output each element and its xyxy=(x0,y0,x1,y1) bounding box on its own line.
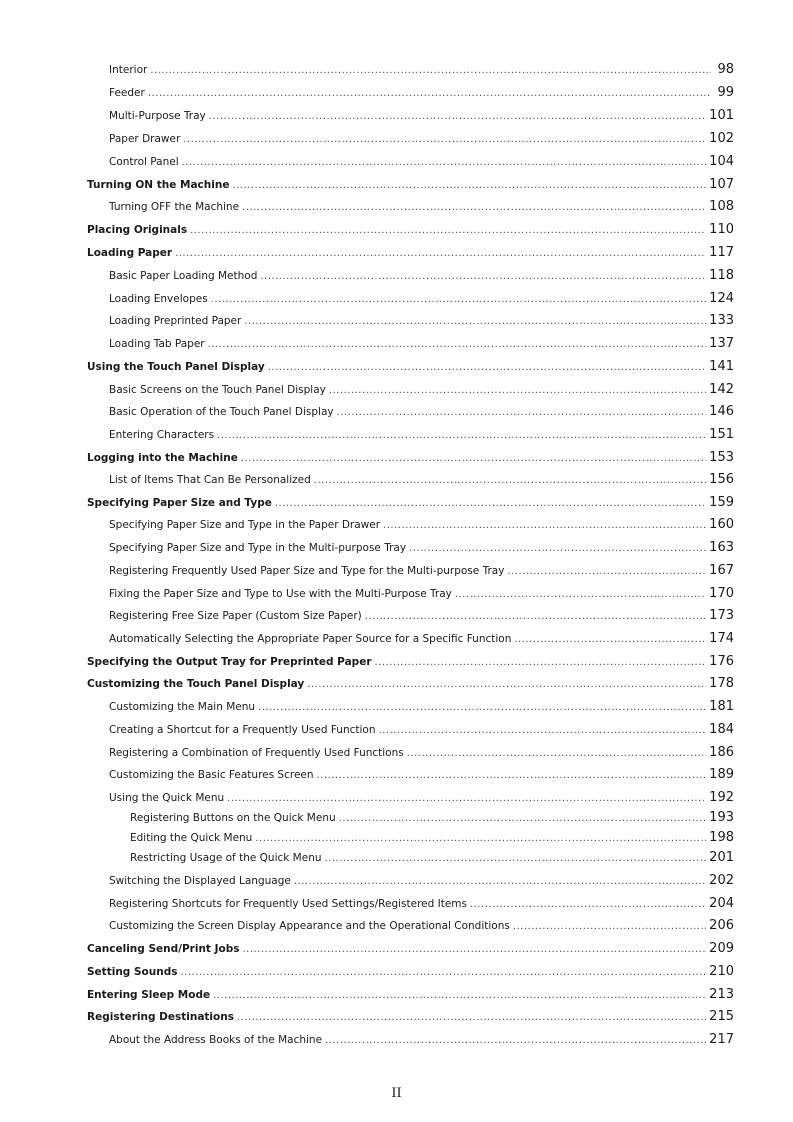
toc-entry[interactable] xyxy=(109,699,734,719)
toc-entry-title: Control Panel xyxy=(109,156,179,168)
toc-entry[interactable] xyxy=(109,745,734,765)
toc-entry-page-number: 213 xyxy=(709,987,734,1002)
toc-entry-title: List of Items That Can Be Personalized xyxy=(109,474,311,486)
toc-entry-title: Loading Tab Paper xyxy=(109,338,205,350)
toc-entry-page-number: 117 xyxy=(709,245,734,260)
toc-entry-page-number: 186 xyxy=(709,745,734,760)
toc-entry-page-number: 160 xyxy=(709,517,734,532)
toc-entry[interactable] xyxy=(109,540,734,560)
dot-leader xyxy=(208,339,707,350)
toc-entry-title: Loading Envelopes xyxy=(109,293,208,305)
dot-leader xyxy=(260,271,706,282)
dot-leader xyxy=(255,833,706,844)
dot-leader xyxy=(183,134,706,145)
toc-entry-title: Switching the Displayed Language xyxy=(109,875,291,887)
toc-entry-page-number: 202 xyxy=(709,873,734,888)
toc-entry-page-number: 142 xyxy=(709,382,734,397)
toc-entry-page-number: 193 xyxy=(709,810,734,825)
toc-entry-page-number: 146 xyxy=(709,404,734,419)
toc-entry-page-number: 167 xyxy=(709,563,734,578)
toc-entry-title: About the Address Books of the Machine xyxy=(109,1034,323,1046)
toc-entry-page-number: 198 xyxy=(709,830,734,845)
dot-leader xyxy=(180,967,706,978)
toc-entry-title: Paper Drawer xyxy=(109,133,181,145)
toc-entry-page-number: 206 xyxy=(709,918,734,933)
toc-entry[interactable] xyxy=(109,85,734,105)
toc-entry-page-number: 174 xyxy=(709,631,734,646)
toc-entry[interactable] xyxy=(109,199,734,219)
toc-entry[interactable] xyxy=(109,918,734,938)
toc-entry-title: Entering Characters xyxy=(109,429,215,441)
toc-entry-title: Feeder xyxy=(109,87,145,99)
toc-entry-title: Basic Paper Loading Method xyxy=(109,270,258,282)
toc-entry-title: Specifying Paper Size and Type xyxy=(87,497,272,509)
toc-entry-title: Specifying Paper Size and Type in the Paper Drawer xyxy=(109,519,381,531)
toc-entry-page-number: 101 xyxy=(709,108,734,123)
toc-entry-title: Registering Free Size Paper (Custom Size Paper) xyxy=(109,610,362,622)
dot-leader xyxy=(307,679,706,690)
toc-entry-title: Customizing the Screen Display Appearance and the Operational Conditions xyxy=(109,920,510,932)
toc-entry[interactable] xyxy=(87,177,734,197)
toc-entry-page-number: 99 xyxy=(717,85,734,100)
toc-entry[interactable] xyxy=(87,1009,734,1029)
toc-entry-title: Editing the Quick Menu xyxy=(130,832,253,844)
toc-entry-title: Using the Touch Panel Display xyxy=(87,361,265,373)
dot-leader xyxy=(314,475,706,486)
toc-entry[interactable] xyxy=(109,873,734,893)
toc-entry[interactable] xyxy=(109,608,734,628)
toc-entry-page-number: 137 xyxy=(709,336,734,351)
toc-entry[interactable] xyxy=(109,268,734,288)
toc-entry-title: Fixing the Paper Size and Type to Use with the Multi-Purpose Tray xyxy=(109,588,452,600)
toc-entry-title: Multi-Purpose Tray xyxy=(109,110,206,122)
dot-leader xyxy=(455,589,706,600)
toc-entry[interactable] xyxy=(109,62,734,82)
dot-leader xyxy=(514,634,706,645)
toc-entry-title: Turning OFF the Machine xyxy=(109,201,240,213)
toc-entry[interactable] xyxy=(109,108,734,128)
toc-entry[interactable] xyxy=(109,517,734,537)
toc-entry[interactable] xyxy=(87,450,734,470)
toc-entry[interactable] xyxy=(109,382,734,402)
toc-entry-page-number: 178 xyxy=(709,676,734,691)
toc-entry[interactable] xyxy=(109,472,734,492)
toc-entry-page-number: 201 xyxy=(709,850,734,865)
dot-leader xyxy=(175,248,706,259)
toc-entry[interactable] xyxy=(109,291,734,311)
toc-entry-title: Specifying Paper Size and Type in the Multi-purpose Tray xyxy=(109,542,407,554)
toc-entry-title: Specifying the Output Tray for Preprinted Paper xyxy=(87,656,372,668)
toc-entry-page-number: 204 xyxy=(709,896,734,911)
toc-entry-title: Registering a Combination of Frequently Used Functions xyxy=(109,747,404,759)
toc-entry-page-number: 133 xyxy=(709,313,734,328)
dot-leader xyxy=(217,430,706,441)
toc-entry-page-number: 176 xyxy=(709,654,734,669)
dot-leader xyxy=(337,407,707,418)
dot-leader xyxy=(409,543,706,554)
toc-entry[interactable] xyxy=(87,676,734,696)
toc-entry-title: Loading Paper xyxy=(87,247,173,259)
dot-leader xyxy=(213,990,706,1001)
toc-entry-page-number: 215 xyxy=(709,1009,734,1024)
dot-leader xyxy=(470,899,706,910)
toc-entry[interactable] xyxy=(87,964,734,984)
toc-entry-page-number: 108 xyxy=(709,199,734,214)
dot-leader xyxy=(513,921,706,932)
page-number: II xyxy=(391,1086,402,1101)
dot-leader xyxy=(375,657,707,668)
toc-entry-title: Registering Buttons on the Quick Menu xyxy=(130,812,336,824)
dot-leader xyxy=(148,88,711,99)
toc-entry-page-number: 189 xyxy=(709,767,734,782)
toc-entry[interactable] xyxy=(109,563,734,583)
toc-entry-page-number: 110 xyxy=(709,222,734,237)
toc-entry-page-number: 210 xyxy=(709,964,734,979)
dot-leader xyxy=(258,702,706,713)
toc-entry-page-number: 107 xyxy=(709,177,734,192)
toc-entry-page-number: 170 xyxy=(709,586,734,601)
toc-entry[interactable] xyxy=(109,767,734,787)
toc-entry[interactable] xyxy=(130,830,734,850)
toc-entry[interactable] xyxy=(109,154,734,174)
toc-entry[interactable] xyxy=(87,654,734,674)
toc-entry-title: Customizing the Touch Panel Display xyxy=(87,678,305,690)
dot-leader xyxy=(211,294,707,305)
toc-entry-title: Canceling Send/Print Jobs xyxy=(87,943,240,955)
toc-entry-page-number: 151 xyxy=(709,427,734,442)
toc-entry-page-number: 98 xyxy=(717,62,734,77)
toc-entry-page-number: 159 xyxy=(709,495,734,510)
toc-entry[interactable] xyxy=(87,222,734,242)
toc-entry[interactable] xyxy=(87,941,734,961)
toc-entry-title: Loading Preprinted Paper xyxy=(109,315,242,327)
toc-entry-page-number: 141 xyxy=(709,359,734,374)
dot-leader xyxy=(294,876,706,887)
toc-entry[interactable] xyxy=(109,1032,734,1052)
dot-leader xyxy=(232,180,706,191)
dot-leader xyxy=(383,520,706,531)
toc-entry-title: Logging into the Machine xyxy=(87,452,238,464)
toc-entry-title: Customizing the Main Menu xyxy=(109,701,256,713)
toc-entry-title: Basic Screens on the Touch Panel Display xyxy=(109,384,326,396)
dot-leader xyxy=(339,813,707,824)
toc-entry[interactable] xyxy=(109,427,734,447)
toc-entry[interactable] xyxy=(109,336,734,356)
toc-entry-page-number: 124 xyxy=(709,291,734,306)
toc-entry-page-number: 192 xyxy=(709,790,734,805)
dot-leader xyxy=(227,793,706,804)
toc-entry[interactable] xyxy=(109,404,734,424)
toc-entry[interactable] xyxy=(87,245,734,265)
dot-leader xyxy=(365,611,706,622)
toc-entry[interactable] xyxy=(109,790,734,810)
toc-entry-page-number: 184 xyxy=(709,722,734,737)
toc-entry[interactable] xyxy=(87,495,734,515)
toc-entry-page-number: 156 xyxy=(709,472,734,487)
toc-entry[interactable] xyxy=(109,313,734,333)
toc-entry[interactable] xyxy=(109,586,734,606)
toc-entry[interactable] xyxy=(87,359,734,379)
toc-entry[interactable] xyxy=(109,722,734,742)
toc-entry-page-number: 217 xyxy=(709,1032,734,1047)
toc-entry[interactable] xyxy=(130,850,734,870)
toc-entry-title: Registering Frequently Used Paper Size and Type for the Multi-purpose Tray xyxy=(109,565,505,577)
toc-entry-title: Registering Destinations xyxy=(87,1011,234,1023)
dot-leader xyxy=(329,385,706,396)
toc-entry-title: Registering Shortcuts for Frequently Used Settings/Registered Items xyxy=(109,898,468,910)
toc-entry[interactable] xyxy=(109,131,734,151)
toc-entry-title: Placing Originals xyxy=(87,224,188,236)
toc-entry-title: Basic Operation of the Touch Panel Display xyxy=(109,406,334,418)
toc-entry-page-number: 104 xyxy=(709,154,734,169)
dot-leader xyxy=(325,853,707,864)
toc-entry[interactable] xyxy=(87,987,734,1007)
dot-leader xyxy=(237,1012,706,1023)
toc-entry-page-number: 181 xyxy=(709,699,734,714)
toc-entry-title: Using the Quick Menu xyxy=(109,792,225,804)
dot-leader xyxy=(407,748,706,759)
dot-leader xyxy=(182,157,707,168)
toc-entry[interactable] xyxy=(130,810,734,830)
dot-leader xyxy=(317,770,707,781)
toc-entry-page-number: 102 xyxy=(709,131,734,146)
toc-entry-title: Automatically Selecting the Appropriate Paper Source for a Specific Function xyxy=(109,633,512,645)
dot-leader xyxy=(507,566,706,577)
toc-entry[interactable] xyxy=(109,631,734,651)
dot-leader xyxy=(379,725,707,736)
toc-entry-title: Interior xyxy=(109,64,148,76)
dot-leader xyxy=(209,111,706,122)
toc-entry-title: Turning ON the Machine xyxy=(87,179,230,191)
dot-leader xyxy=(241,453,706,464)
dot-leader xyxy=(190,225,706,236)
toc-entry[interactable] xyxy=(109,896,734,916)
toc-entry-page-number: 153 xyxy=(709,450,734,465)
dot-leader xyxy=(268,362,706,373)
toc-entry-title: Entering Sleep Mode xyxy=(87,989,211,1001)
dot-leader xyxy=(244,316,706,327)
toc-entry-title: Creating a Shortcut for a Frequently Used Function xyxy=(109,724,376,736)
toc-entry-title: Setting Sounds xyxy=(87,966,178,978)
toc-entry-page-number: 163 xyxy=(709,540,734,555)
toc-entry-page-number: 173 xyxy=(709,608,734,623)
dot-leader xyxy=(150,65,711,76)
toc-entry-title: Restricting Usage of the Quick Menu xyxy=(130,852,322,864)
dot-leader xyxy=(325,1035,706,1046)
toc-entry-page-number: 118 xyxy=(709,268,734,283)
toc-entry-title: Customizing the Basic Features Screen xyxy=(109,769,314,781)
toc-entry-page-number: 209 xyxy=(709,941,734,956)
dot-leader xyxy=(242,944,706,955)
dot-leader xyxy=(275,498,706,509)
dot-leader xyxy=(242,202,706,213)
